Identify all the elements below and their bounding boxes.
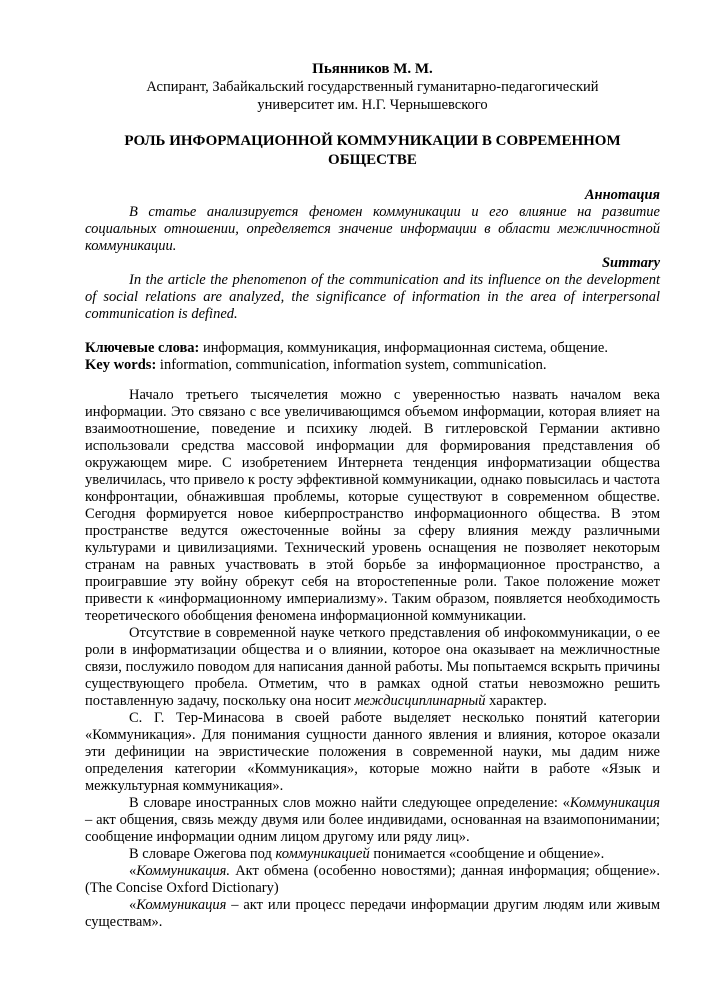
affiliation-line-2: университет им. Н.Г. Чернышевского <box>257 97 488 113</box>
spacer <box>85 114 660 132</box>
paragraph-text: Акт обмена (особенно новостями); данная информация; общение». (The Concise Oxford Dictionary) <box>85 863 660 896</box>
paragraph-text: С. Г. Тер-Минасова в своей работе выделяет несколько понятий категории «Коммуникация». Для понимания сущности данного явления и влияния, которое оказали эти дефиниции на эвристические положения в современной науки, мы дадим ниже определения категории «Коммуникация», которые можно найти в работе «Язык и межкультурная коммуникация». <box>85 710 660 794</box>
italic-term: междисциплинарный <box>354 693 486 709</box>
body-paragraph <box>85 710 660 795</box>
body-paragraph <box>85 846 660 863</box>
article-title <box>85 132 660 170</box>
annotation-heading: Аннотация <box>584 187 660 203</box>
italic-term: Коммуникация <box>569 795 660 811</box>
annotation-text: В статье анализируется феномен коммуникации и его влияние на развитие социальных отношении, определяется значение информации в области межличностной коммуникации. <box>85 204 660 254</box>
body-paragraph <box>85 387 660 625</box>
body-paragraph <box>85 863 660 897</box>
italic-term: коммуникацией <box>275 846 370 862</box>
spacer <box>85 323 660 340</box>
spacer <box>85 170 660 187</box>
author-name: Пьянников М. М. <box>312 61 433 77</box>
keywords-en <box>85 357 660 374</box>
keywords-ru-text: информация, коммуникация, информационная система, общение. <box>199 340 608 356</box>
affiliation-line-1: Аспирант, Забайкальский государственный гуманитарно-педагогический <box>146 79 599 95</box>
paragraph-text: Отсутствие в современной науке четкого представления об инфокоммуникации, о ее роли в информатизации общества и о влиянии, которое она оказывает на межличностные связи, послужило поводом для написания данной работы. Мы попытаемся вскрыть причины существующего пробела. Отметим, что в рамках одной статьи невозможно решить поставленную задачу, поскольку она носит <box>85 625 660 709</box>
paragraph-text: характер. <box>485 693 547 709</box>
keywords-ru <box>85 340 660 357</box>
body-paragraph <box>85 625 660 710</box>
summary-heading: Summary <box>601 255 660 271</box>
paragraph-text: В словаре иностранных слов можно найти следующее определение: « <box>129 795 570 811</box>
summary-text: In the article the phenomenon of the communication and its influence on the development of social relations are analyzed, the significance of information in the area of interpersonal communication is defined. <box>85 272 660 322</box>
paragraph-text: « <box>129 863 137 879</box>
article-body <box>85 387 660 931</box>
spacer <box>85 374 660 387</box>
paragraph-text: – акт или процесс передачи информации другим людям или живым существам». <box>85 897 660 930</box>
keywords-en-text: information, communication, information system, communication. <box>156 357 547 373</box>
paragraph-text: понимается «сообщение и общение». <box>369 846 605 862</box>
paragraph-text: В словаре Ожегова под <box>129 846 276 862</box>
body-paragraph <box>85 897 660 931</box>
paragraph-text: Начало третьего тысячелетия можно с уверенностью назвать началом века информации. Это связано с все увеличивающимся объемом информации, которая влияет на взаимоотношение, поведение и психику людей. В гитлеровской Германии активно использовали средства массовой информации для формирования представления об окружающем мире. С изобретением Интернета тенденция информатизации общества увеличилась, что привело к росту эффективной коммуникации, однако повысилась и частота конфронтации, обнажившая проблемы, которые существуют в современном обществе. Сегодня формируется новое киберпространство информационного общества. В этом пространстве ведутся ожесточенные войны за сферу влияния между различными культурами и цивилизациями. Технический уровень оснащения не позволяет некоторым странам на равных участвовать в этой борьбе за информационное пространство, а проигравшие эту войну обрекут себя на второстепенные роли. Такое положение может привести к «информационному империализму». Таким образом, появляется необходимость теоретического обобщения феномена информационной коммуникации. <box>85 387 660 624</box>
article-title-line-2: ОБЩЕСТВЕ <box>328 152 417 168</box>
italic-term: Коммуникация <box>136 897 227 913</box>
body-paragraph <box>85 795 660 846</box>
keywords-ru-label: Ключевые слова: <box>85 340 200 356</box>
paragraph-text: – акт общения, связь между двумя или более индивидами, основанная на взаимопонимании; сообщение информации одним лицом другому или ряду лиц». <box>85 812 660 845</box>
article-title-line-1: РОЛЬ ИНФОРМАЦИОННОЙ КОММУНИКАЦИИ В СОВРЕМЕННОМ <box>124 133 621 149</box>
italic-term: Коммуникация. <box>136 863 230 879</box>
paragraph-text: « <box>129 897 137 913</box>
keywords-en-label: Key words: <box>85 357 157 373</box>
